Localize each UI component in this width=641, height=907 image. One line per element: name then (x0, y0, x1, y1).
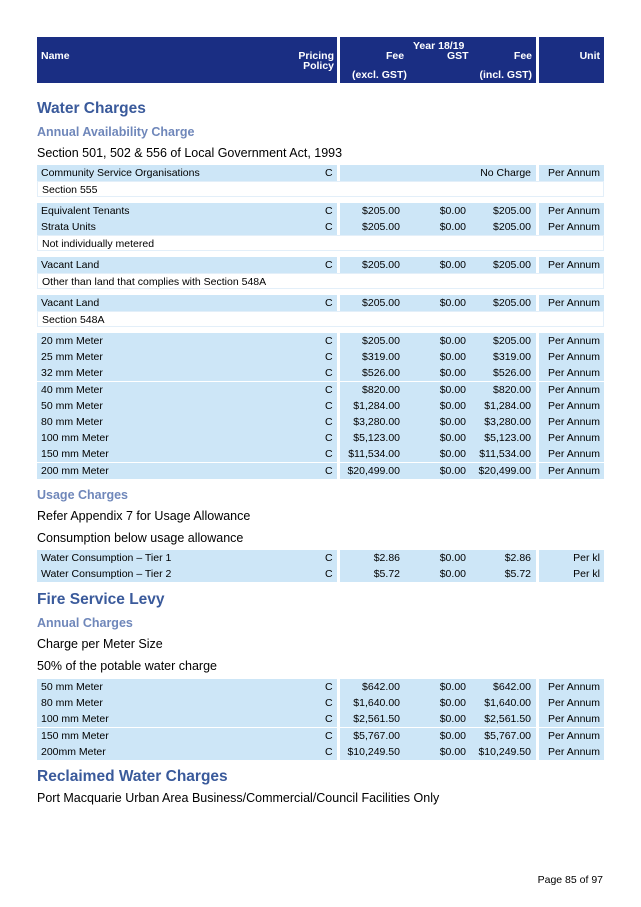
row-name: 40 mm Meter (41, 383, 103, 396)
row-policy: C (325, 205, 333, 217)
fire-service-heading: Fire Service Levy (37, 591, 165, 608)
row-fee-incl: $1,640.00 (484, 697, 531, 710)
row-name: 20 mm Meter (41, 335, 103, 347)
row-fee: $319.00 (362, 351, 400, 364)
row-gst: $0.00 (439, 552, 466, 564)
table-row (37, 333, 604, 349)
row-unit: Per Annum (548, 464, 600, 477)
table-row (37, 365, 604, 381)
header-year: Year 18/19 (413, 40, 465, 52)
row-policy: C (325, 697, 333, 710)
row-name: Equivalent Tenants (41, 205, 130, 217)
row-fee: $205.00 (362, 335, 400, 347)
row-fee: $205.00 (362, 221, 400, 233)
row-fee: $526.00 (362, 367, 400, 380)
header-unit-cell (539, 37, 604, 83)
annual-availability-heading: Annual Availability Charge (37, 125, 195, 139)
row-gst: $0.00 (439, 297, 466, 309)
row-unit: Per Annum (548, 432, 600, 445)
row-fee-incl: $5.72 (504, 568, 531, 581)
row-gst: $0.00 (439, 259, 466, 271)
row-fee: $205.00 (362, 205, 400, 217)
table-row (37, 219, 604, 235)
row-policy: C (325, 367, 333, 380)
row-name: Vacant Land (41, 297, 100, 309)
table-row (37, 550, 604, 566)
header-fee-incl: Fee (513, 50, 532, 62)
table-row (37, 398, 604, 414)
row-policy: C (325, 432, 333, 445)
page-number: Page 85 of 97 (537, 874, 603, 886)
section-text: Section 501, 502 & 556 of Local Government Act, 1993 (37, 146, 343, 160)
table-row (37, 382, 604, 398)
header-policy: Policy (303, 60, 334, 72)
row-name: Water Consumption – Tier 1 (41, 552, 172, 564)
row-name: 32 mm Meter (41, 367, 103, 380)
row-unit: Per Annum (548, 205, 600, 217)
row-name: 80 mm Meter (41, 697, 103, 710)
row-gst: $0.00 (439, 432, 466, 445)
row-policy: C (325, 729, 333, 742)
row-fee: $5.72 (373, 568, 400, 581)
row-policy: C (325, 399, 333, 412)
row-gst: $0.00 (439, 351, 466, 364)
header-pricing: Pricing (298, 50, 334, 62)
table-row (37, 295, 604, 311)
row-name: 200 mm Meter (41, 464, 109, 477)
row-gst: $0.00 (439, 221, 466, 233)
row-unit: Per Annum (548, 383, 600, 396)
row-fee-incl: $319.00 (493, 351, 531, 364)
row-unit: Per Annum (548, 335, 600, 347)
row-gst: $0.00 (439, 568, 466, 581)
row-policy: C (325, 464, 333, 477)
row-fee-incl: $5,767.00 (484, 729, 531, 742)
table-row (37, 463, 604, 479)
table-header (37, 37, 604, 83)
row-fee-incl: $2.86 (504, 552, 531, 564)
row-fee-incl: $1,284.00 (484, 399, 531, 412)
row-name: 50 mm Meter (41, 399, 103, 412)
row-policy: C (325, 335, 333, 347)
row-name: Vacant Land (41, 259, 100, 271)
row-name: Community Service Organisations (41, 167, 200, 179)
row-name: 100 mm Meter (41, 432, 109, 445)
row-fee-incl: $642.00 (493, 681, 531, 693)
row-policy: C (325, 448, 333, 461)
row-policy: C (325, 713, 333, 726)
row-policy: C (325, 745, 333, 758)
row-fee: $1,640.00 (353, 697, 400, 710)
row-fee-incl: $820.00 (493, 383, 531, 396)
row-policy: C (325, 221, 333, 233)
row-gst: $0.00 (439, 383, 466, 396)
usage-charges-heading: Usage Charges (37, 488, 129, 502)
row-fee-incl: $205.00 (493, 297, 531, 309)
row-fee: $20,499.00 (347, 464, 400, 477)
table-row (37, 430, 604, 446)
row-fee-incl: $205.00 (493, 335, 531, 347)
row-unit: Per Annum (548, 448, 600, 461)
row-fee-incl: $205.00 (493, 205, 531, 217)
header-name: Name (41, 50, 70, 62)
row-unit: Per Annum (548, 745, 600, 758)
header-gst: GST (447, 50, 469, 62)
row-unit: Per Annum (548, 167, 600, 179)
row-fee: $1,284.00 (353, 399, 400, 412)
header-excl-gst: (excl. GST) (352, 69, 407, 81)
row-gst: $0.00 (439, 713, 466, 726)
table-row (37, 446, 604, 462)
row-unit: Per Annum (548, 351, 600, 364)
row-gst: $0.00 (439, 697, 466, 710)
row-gst: $0.00 (439, 729, 466, 742)
row-fee: $205.00 (362, 297, 400, 309)
row-unit: Per Annum (548, 713, 600, 726)
reclaimed-text: Port Macquarie Urban Area Business/Commercial/Council Facilities Only (37, 791, 440, 805)
table-row (37, 414, 604, 430)
row-gst: $0.00 (439, 464, 466, 477)
row-gst: $0.00 (439, 399, 466, 412)
header-incl-gst: (incl. GST) (479, 69, 532, 81)
table-row (37, 695, 604, 711)
row-name: 200mm Meter (41, 745, 106, 758)
row-unit: Per Annum (548, 259, 600, 271)
row-fee: $2.86 (373, 552, 400, 564)
row-fee-incl: $20,499.00 (478, 464, 531, 477)
row-name: Strata Units (41, 221, 96, 233)
row-fee-incl: $10,249.50 (478, 745, 531, 758)
row-fee-incl: $2,561.50 (484, 713, 531, 726)
row-unit: Per Annum (548, 697, 600, 710)
row-name: 50 mm Meter (41, 681, 103, 693)
table-row (37, 566, 604, 582)
row-unit: Per Annum (548, 221, 600, 233)
usage-text-1: Refer Appendix 7 for Usage Allowance (37, 509, 251, 523)
table-row (37, 349, 604, 365)
row-unit: Per kl (573, 568, 600, 581)
row-unit: Per Annum (548, 681, 600, 693)
row-gst: $0.00 (439, 681, 466, 693)
row-name: 100 mm Meter (41, 713, 109, 726)
row-name: 150 mm Meter (41, 729, 109, 742)
row-fee-incl: $5,123.00 (484, 432, 531, 445)
row-name: 150 mm Meter (41, 448, 109, 461)
row-gst: $0.00 (439, 335, 466, 347)
row-name: Water Consumption – Tier 2 (41, 568, 172, 581)
note-row: Other than land that complies with Section 548A (37, 273, 604, 289)
fire-text-1: Charge per Meter Size (37, 637, 163, 651)
note-row: Not individually metered (37, 235, 604, 251)
row-fee-incl: $526.00 (493, 367, 531, 380)
row-policy: C (325, 681, 333, 693)
row-name: 80 mm Meter (41, 416, 103, 428)
header-year-cell (340, 37, 536, 83)
usage-text-2: Consumption below usage allowance (37, 531, 244, 545)
row-policy: C (325, 552, 333, 564)
row-unit: Per Annum (548, 297, 600, 309)
table-row (37, 203, 604, 219)
row-unit: Per Annum (548, 416, 600, 428)
row-fee: $10,249.50 (347, 745, 400, 758)
row-gst: $0.00 (439, 205, 466, 217)
row-fee: $642.00 (362, 681, 400, 693)
row-gst: $0.00 (439, 448, 466, 461)
water-charges-heading: Water Charges (37, 100, 146, 117)
row-policy: C (325, 568, 333, 581)
row-fee: $5,123.00 (353, 432, 400, 445)
row-fee: $11,534.00 (348, 448, 400, 461)
row-fee: $5,767.00 (353, 729, 400, 742)
table-row (37, 257, 604, 273)
row-fee-incl: No Charge (480, 167, 531, 179)
row-unit: Per Annum (548, 399, 600, 412)
row-fee: $3,280.00 (353, 416, 400, 428)
row-fee: $820.00 (362, 383, 400, 396)
row-gst: $0.00 (439, 367, 466, 380)
row-unit: Per Annum (548, 729, 600, 742)
row-fee: $2,561.50 (353, 713, 400, 726)
row-gst: $0.00 (439, 745, 466, 758)
row-policy: C (325, 297, 333, 309)
fire-annual-heading: Annual Charges (37, 616, 133, 630)
header-unit: Unit (579, 50, 600, 62)
row-fee-incl: $205.00 (493, 221, 531, 233)
table-row (37, 728, 604, 744)
row-fee-incl: $11,534.00 (479, 448, 531, 461)
table-row (37, 711, 604, 727)
table-row (37, 165, 604, 181)
table-row (37, 679, 604, 695)
row-policy: C (325, 167, 333, 179)
row-unit: Per kl (573, 552, 600, 564)
row-fee: $205.00 (362, 259, 400, 271)
row-fee-incl: $205.00 (493, 259, 531, 271)
note-row: Section 555 (37, 181, 604, 197)
row-unit: Per Annum (548, 367, 600, 380)
row-policy: C (325, 416, 333, 428)
row-policy: C (325, 351, 333, 364)
note-row: Section 548A (37, 311, 604, 327)
header-fee-excl: Fee (386, 50, 405, 62)
row-policy: C (325, 383, 333, 396)
row-fee-incl: $3,280.00 (484, 416, 531, 428)
reclaimed-heading: Reclaimed Water Charges (37, 768, 228, 785)
table-row (37, 744, 604, 760)
row-policy: C (325, 259, 333, 271)
row-gst: $0.00 (439, 416, 466, 428)
row-name: 25 mm Meter (41, 351, 103, 364)
fire-text-2: 50% of the potable water charge (37, 659, 217, 673)
